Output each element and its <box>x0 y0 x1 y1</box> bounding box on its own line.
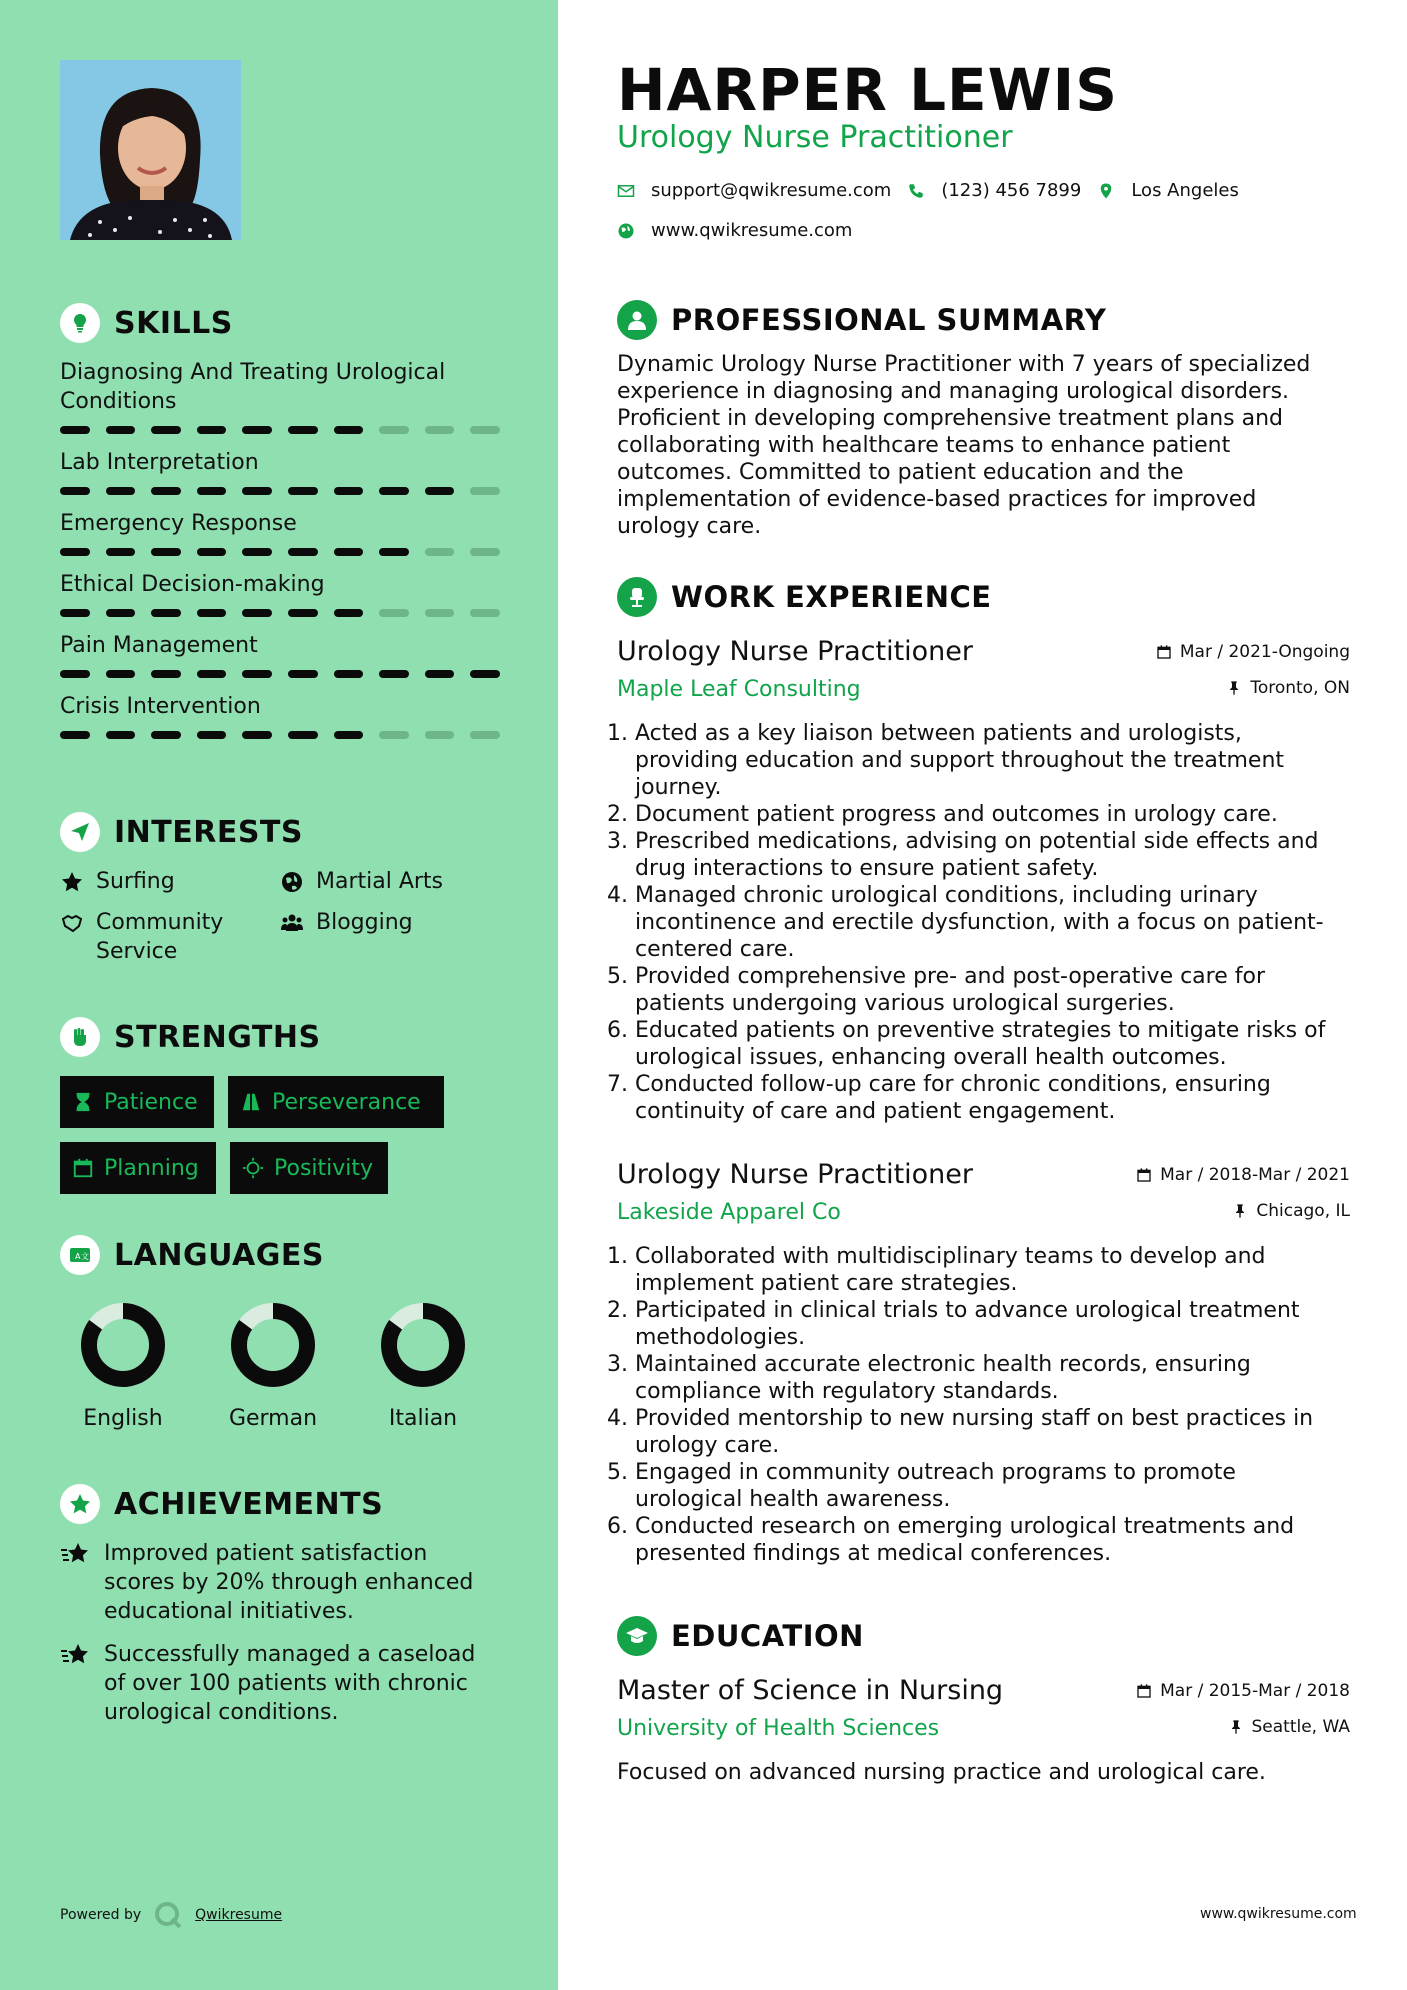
lightbulb-icon <box>60 303 100 343</box>
job-entry <box>617 636 1350 1125</box>
job-date <box>1136 1165 1350 1185</box>
contact-location <box>1097 180 1239 201</box>
skill-item <box>60 448 500 495</box>
rating-dot <box>106 426 136 434</box>
skill-item <box>60 631 500 678</box>
jobs-list <box>617 636 1350 1567</box>
rating-dot <box>197 670 227 678</box>
rating-dot <box>379 731 409 739</box>
rating-dot <box>106 670 136 678</box>
education-location-text: Seattle, WA <box>1251 1717 1350 1737</box>
rating-dot <box>425 487 455 495</box>
phone-icon <box>907 182 925 200</box>
skill-item <box>60 509 500 556</box>
company-name: Maple Leaf Consulting <box>617 677 861 702</box>
skills-section <box>60 302 500 739</box>
job-location <box>1226 678 1350 698</box>
rating-dot <box>151 731 181 739</box>
rating-dot <box>197 609 227 617</box>
rating-dot <box>197 731 227 739</box>
envelope-icon <box>617 182 635 200</box>
rating-dot <box>425 670 455 678</box>
rating-dot <box>60 609 90 617</box>
rating-dot <box>242 487 272 495</box>
rating-dot <box>425 731 455 739</box>
rating-dot <box>288 487 318 495</box>
summary-section <box>617 299 1350 540</box>
duty-item: 1. Acted as a key liaison between patients and urologists, providing education and support throughout the treatment journey. <box>635 720 1350 801</box>
award-star-icon <box>60 1484 100 1524</box>
languages-heading: LANGUAGES <box>114 1237 324 1273</box>
contact-email <box>617 180 891 201</box>
globe-icon <box>617 222 635 240</box>
language-ring <box>380 1302 466 1388</box>
rating-dot <box>288 426 318 434</box>
duty-item: 7. Conducted follow-up care for chronic conditions, ensuring continuity of care and patient engagement. <box>635 1071 1350 1125</box>
interest-item <box>60 867 280 896</box>
rating-dot <box>197 487 227 495</box>
rating-dot <box>379 426 409 434</box>
rating-dot <box>242 426 272 434</box>
languages-section <box>60 1234 500 1431</box>
interest-item <box>280 908 500 966</box>
rating-dot <box>60 548 90 556</box>
rating-dot <box>379 548 409 556</box>
rating-dot <box>470 670 500 678</box>
language-ring <box>230 1302 316 1388</box>
duties-list <box>617 720 1350 1125</box>
skill-rating <box>60 548 500 556</box>
rating-dot <box>470 487 500 495</box>
translate-icon <box>60 1235 100 1275</box>
education-description: Focused on advanced nursing practice and urological care. <box>617 1760 1266 1785</box>
calendar-icon <box>1136 1167 1152 1183</box>
skill-name: Crisis Intervention <box>60 694 261 719</box>
experience-section <box>617 576 1350 1567</box>
languages-list <box>60 1302 500 1431</box>
duty-item: 4. Provided mentorship to new nursing staff on best practices in urology care. <box>635 1405 1350 1459</box>
education-date-text: Mar / 2015-Mar / 2018 <box>1160 1681 1350 1701</box>
job-date <box>1156 642 1350 662</box>
strength-label: Patience <box>104 1089 198 1115</box>
candidate-title: Urology Nurse Practitioner <box>617 120 1013 155</box>
education-location <box>1228 1717 1351 1737</box>
rating-dot <box>288 670 318 678</box>
powered-by-label: Powered by <box>60 1907 142 1923</box>
contact-phone <box>907 180 1081 201</box>
road-icon <box>240 1091 262 1113</box>
skill-name: Ethical Decision-making <box>60 572 325 597</box>
language-item <box>218 1302 328 1431</box>
education-section <box>617 1615 1350 1786</box>
rating-dot <box>151 548 181 556</box>
interest-item <box>60 908 280 966</box>
duty-item: 1. Collaborated with multidisciplinary teams to develop and implement patient care strategies. <box>635 1243 1350 1297</box>
skill-rating <box>60 609 500 617</box>
achievement-text: Improved patient satisfaction scores by 20% through enhanced educational initiatives. <box>104 1541 474 1624</box>
duties-list <box>617 1243 1350 1567</box>
degree-title: Master of Science in Nursing <box>617 1675 1004 1706</box>
skill-item <box>60 692 500 739</box>
map-pin-icon <box>1097 182 1115 200</box>
language-name: Italian <box>388 1406 458 1431</box>
job-location-text: Chicago, IL <box>1256 1201 1350 1221</box>
skill-name: Pain Management <box>60 633 258 658</box>
rating-dot <box>288 731 318 739</box>
calendar-icon <box>1156 644 1172 660</box>
sidebar <box>0 0 558 1990</box>
strengths-section <box>60 1016 500 1194</box>
powered-by <box>60 1900 282 1930</box>
job-entry <box>617 1159 1350 1567</box>
achievement-item <box>60 1640 500 1727</box>
language-item <box>368 1302 478 1431</box>
duty-item: 2. Document patient progress and outcomes in urology care. <box>635 801 1350 828</box>
strength-badge <box>60 1076 214 1128</box>
skill-name: Emergency Response <box>60 511 297 536</box>
duty-item: 6. Educated patients on preventive strategies to mitigate risks of urological issues, enhancing overall health outcomes. <box>635 1017 1350 1071</box>
achievement-item <box>60 1539 500 1626</box>
rating-dot <box>334 426 364 434</box>
achievements-heading: ACHIEVEMENTS <box>114 1486 384 1522</box>
skill-rating <box>60 670 500 678</box>
interest-label: Martial Arts <box>316 869 444 894</box>
strengths-heading: STRENGTHS <box>114 1019 321 1055</box>
rating-dot <box>197 548 227 556</box>
shooting-star-icon <box>60 1541 92 1569</box>
summary-heading: PROFESSIONAL SUMMARY <box>671 303 1107 337</box>
star-icon <box>60 870 84 894</box>
language-item <box>68 1302 178 1431</box>
education-heading: EDUCATION <box>671 1619 864 1653</box>
language-name: English <box>83 1406 163 1431</box>
office-chair-icon <box>617 577 657 617</box>
footer-url[interactable]: www.qwikresume.com <box>1200 1906 1357 1922</box>
rating-dot <box>60 426 90 434</box>
company-name: Lakeside Apparel Co <box>617 1200 841 1225</box>
rating-dot <box>197 426 227 434</box>
rating-dot <box>334 487 364 495</box>
graduation-cap-icon <box>617 1616 657 1656</box>
job-location-text: Toronto, ON <box>1250 678 1350 698</box>
skill-item <box>60 570 500 617</box>
achievement-text: Successfully managed a caseload of over 100 patients with chronic urological conditions. <box>104 1642 476 1725</box>
rating-dot <box>151 670 181 678</box>
rating-dot <box>470 731 500 739</box>
contact-website <box>617 220 852 241</box>
skill-rating <box>60 731 500 739</box>
rating-dot <box>470 426 500 434</box>
skill-rating <box>60 426 500 434</box>
education-entry <box>617 1675 1350 1786</box>
interest-label: Blogging <box>316 910 413 935</box>
rating-dot <box>106 487 136 495</box>
handshake-icon <box>60 911 84 935</box>
duty-item: 5. Provided comprehensive pre- and post-operative care for patients undergoing various urological surgeries. <box>635 963 1350 1017</box>
rating-dot <box>288 548 318 556</box>
skill-name: Diagnosing And Treating Urological Conditions <box>60 360 446 414</box>
interests-list <box>60 867 500 966</box>
email-text[interactable]: support@qwikresume.com <box>651 180 892 201</box>
duty-item: 5. Engaged in community outreach programs to promote urological health awareness. <box>635 1459 1350 1513</box>
skill-item <box>60 358 500 434</box>
duty-item: 3. Prescribed medications, advising on potential side effects and drug interactions to ensure patient safety. <box>635 828 1350 882</box>
svg-text:文: 文 <box>81 1252 89 1261</box>
achievements-section <box>60 1483 500 1727</box>
calendar-icon <box>1136 1683 1152 1699</box>
interest-item <box>280 867 500 896</box>
qwikresume-link[interactable]: Qwikresume <box>195 1907 283 1923</box>
rating-dot <box>106 609 136 617</box>
duty-item: 6. Conducted research on emerging urological treatments and presented findings at medical conferences. <box>635 1513 1350 1567</box>
sun-icon <box>242 1157 264 1179</box>
website-text[interactable]: www.qwikresume.com <box>651 220 853 241</box>
summary-text: Dynamic Urology Nurse Practitioner with 7 years of specialized experience in diagnosing and managing urological disorders. Proficient in developing comprehensive treatment plans and collaborating with healthcare teams to enhance patient outcomes. Committed to patient education and the implementation of evidence-based practices for improved urology care. <box>617 352 1311 539</box>
skill-rating <box>60 487 500 495</box>
language-name: German <box>228 1406 318 1431</box>
pushpin-icon <box>1232 1203 1248 1219</box>
rating-dot <box>379 487 409 495</box>
fist-icon <box>60 1017 100 1057</box>
rating-dot <box>242 609 272 617</box>
skill-name: Lab Interpretation <box>60 450 259 475</box>
strength-label: Perseverance <box>272 1089 421 1115</box>
svg-text:A: A <box>75 1252 81 1261</box>
skills-heading: SKILLS <box>114 305 233 341</box>
rating-dot <box>334 670 364 678</box>
rating-dot <box>470 548 500 556</box>
shooting-star-icon <box>60 1642 92 1670</box>
rating-dot <box>470 609 500 617</box>
rating-dot <box>151 487 181 495</box>
rating-dot <box>334 548 364 556</box>
candidate-name: HARPER LEWIS <box>617 56 1118 124</box>
school-name: University of Health Sciences <box>617 1716 940 1741</box>
strength-badge <box>228 1076 444 1128</box>
rating-dot <box>379 670 409 678</box>
rating-dot <box>106 548 136 556</box>
rating-dot <box>425 609 455 617</box>
job-date-text: Mar / 2021-Ongoing <box>1179 642 1350 662</box>
skills-list <box>60 358 500 739</box>
education-date <box>1136 1681 1350 1701</box>
rating-dot <box>334 609 364 617</box>
duty-item: 3. Maintained accurate electronic health records, ensuring compliance with regulatory standards. <box>635 1351 1350 1405</box>
strength-label: Positivity <box>274 1155 374 1181</box>
rating-dot <box>288 609 318 617</box>
experience-heading: WORK EXPERIENCE <box>671 580 992 614</box>
rating-dot <box>151 609 181 617</box>
job-location <box>1232 1201 1350 1221</box>
language-ring <box>80 1302 166 1388</box>
rating-dot <box>60 731 90 739</box>
users-icon <box>280 911 304 935</box>
rating-dot <box>106 731 136 739</box>
calendar-icon <box>72 1157 94 1179</box>
rating-dot <box>242 731 272 739</box>
qwikresume-logo-icon <box>153 1900 183 1930</box>
rating-dot <box>425 548 455 556</box>
strengths-list <box>60 1076 480 1194</box>
hourglass-icon <box>72 1091 94 1113</box>
job-title: Urology Nurse Practitioner <box>617 1159 973 1190</box>
job-title: Urology Nurse Practitioner <box>617 636 973 667</box>
portrait-image <box>60 60 241 240</box>
user-icon <box>617 300 657 340</box>
strength-label: Planning <box>104 1155 199 1181</box>
job-date-text: Mar / 2018-Mar / 2021 <box>1160 1165 1350 1185</box>
location-text: Los Angeles <box>1131 180 1239 201</box>
rating-dot <box>334 731 364 739</box>
interest-label: Community Service <box>96 910 224 964</box>
pushpin-icon <box>1226 680 1242 696</box>
interest-label: Surfing <box>96 869 175 894</box>
rating-dot <box>60 670 90 678</box>
rating-dot <box>242 548 272 556</box>
strength-badge <box>230 1142 388 1194</box>
paper-plane-icon <box>60 812 100 852</box>
strength-badge <box>60 1142 216 1194</box>
rating-dot <box>425 426 455 434</box>
interests-heading: INTERESTS <box>114 814 303 850</box>
contact-row <box>617 180 1239 201</box>
phone-text: (123) 456 7899 <box>941 180 1082 201</box>
interests-section <box>60 811 500 966</box>
globe-icon <box>280 870 304 894</box>
duty-item: 2. Participated in clinical trials to advance urological treatment methodologies. <box>635 1297 1350 1351</box>
rating-dot <box>151 426 181 434</box>
profile-photo <box>60 60 241 240</box>
rating-dot <box>242 670 272 678</box>
rating-dot <box>379 609 409 617</box>
pushpin-icon <box>1228 1719 1244 1735</box>
duty-item: 4. Managed chronic urological conditions, including urinary incontinence and erectile dysfunction, with a focus on patient-centered care. <box>635 882 1350 963</box>
rating-dot <box>60 487 90 495</box>
